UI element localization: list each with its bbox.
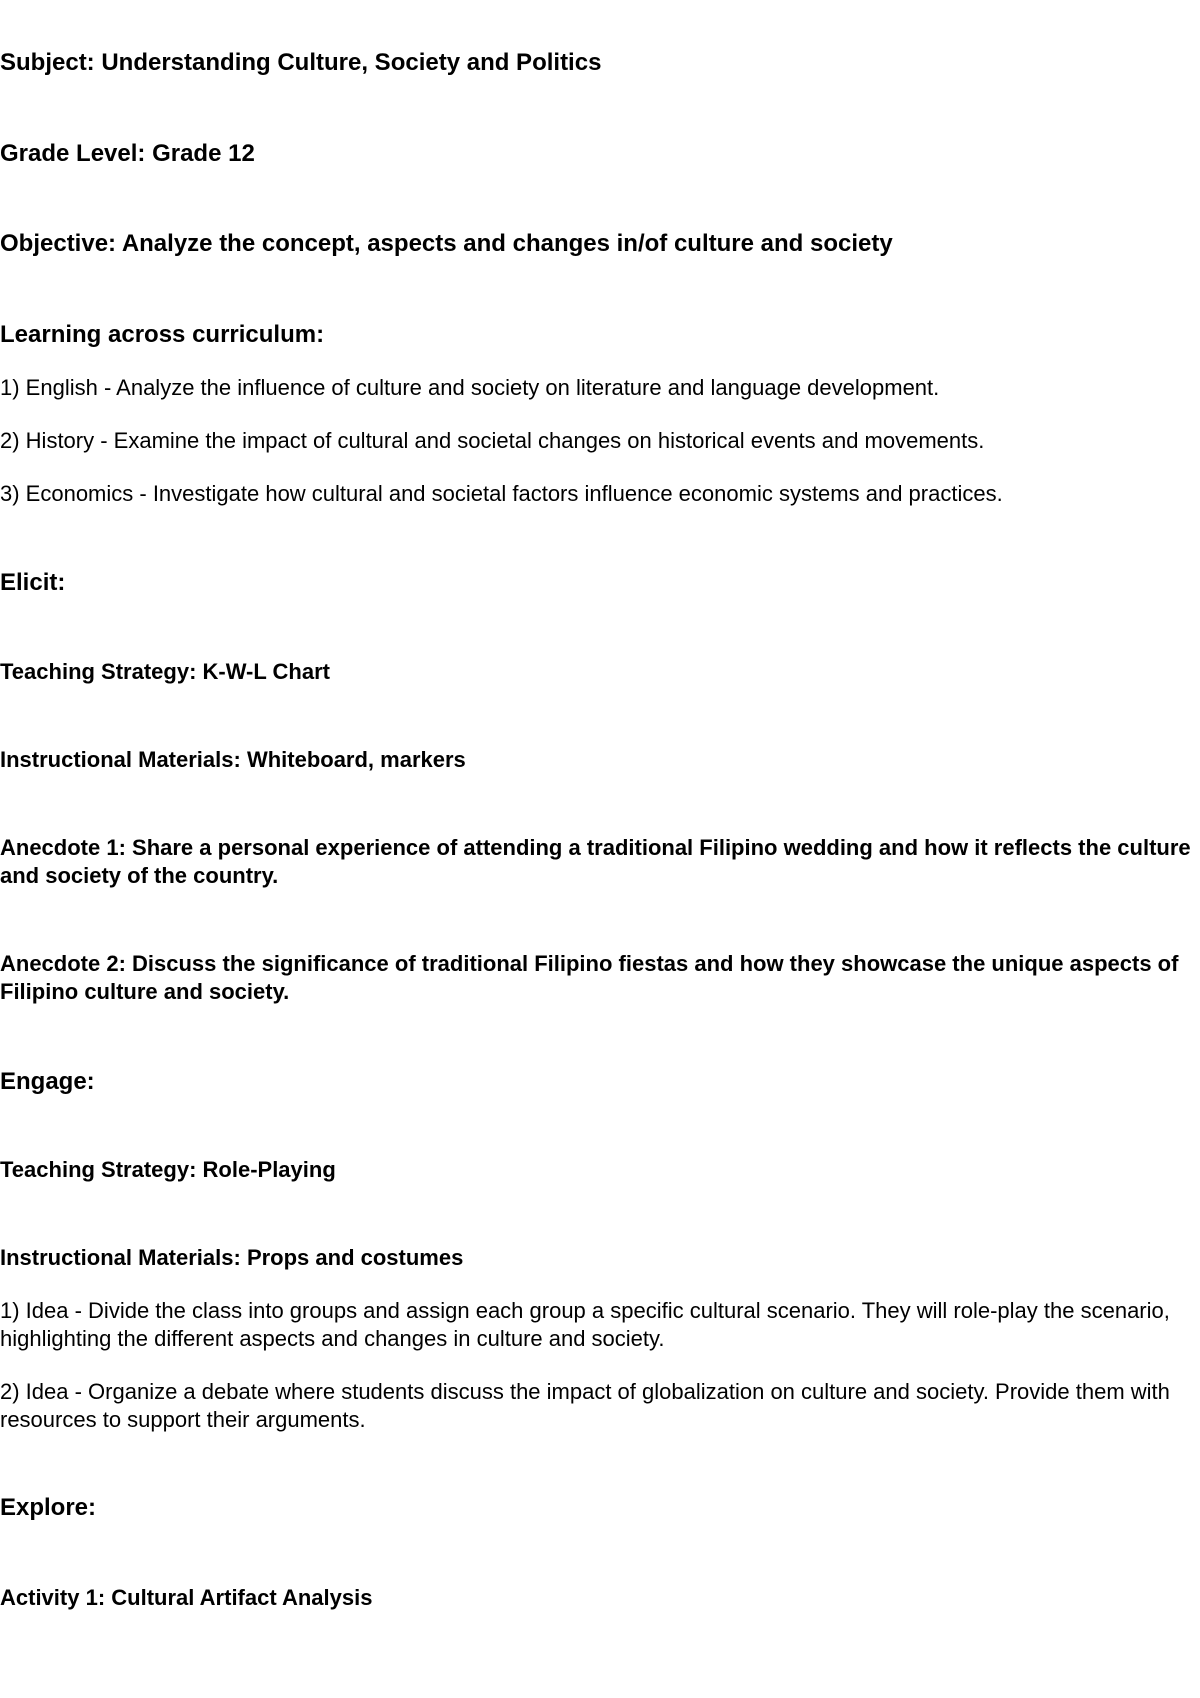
learning-item-history: 2) History - Examine the impact of cultural and societal changes on historical events and movements. <box>0 428 985 453</box>
engage-idea-1: 1) Idea - Divide the class into groups and assign each group a specific cultural scenario. They will role-play the scenario, highlighting the different aspects and changes in culture and society. <box>0 1298 1170 1351</box>
subject-heading: Subject: Understanding Culture, Society and Politics <box>0 49 602 76</box>
elicit-anecdote-1: Anecdote 1: Share a personal experience of attending a traditional Filipino wedding and how it reflects the culture and society of the country. <box>0 835 1191 888</box>
explore-heading: Explore: <box>0 1494 97 1521</box>
learning-item-economics: 3) Economics - Investigate how cultural and societal factors influence economic systems and practices. <box>0 481 1003 506</box>
learning-item-english: 1) English - Analyze the influence of culture and society on literature and language development. <box>0 375 940 400</box>
engage-heading: Engage: <box>0 1068 95 1095</box>
elicit-anecdote-2: Anecdote 2: Discuss the significance of traditional Filipino fiestas and how they showcase the unique aspects of Filipino culture and society. <box>0 951 1179 1004</box>
engage-teaching-strategy: Teaching Strategy: Role-Playing <box>0 1157 336 1182</box>
engage-idea-2: 2) Idea - Organize a debate where students discuss the impact of globalization on culture and society. Provide them with resources to support their arguments. <box>0 1379 1170 1432</box>
engage-instructional-materials: Instructional Materials: Props and costumes <box>0 1245 464 1270</box>
explore-activity-1: Activity 1: Cultural Artifact Analysis <box>0 1585 373 1610</box>
objective-heading: Objective: Analyze the concept, aspects and changes in/of culture and society <box>0 230 893 257</box>
elicit-teaching-strategy: Teaching Strategy: K-W-L Chart <box>0 659 330 684</box>
elicit-instructional-materials: Instructional Materials: Whiteboard, markers <box>0 747 466 772</box>
grade-level-heading: Grade Level: Grade 12 <box>0 140 255 167</box>
learning-across-heading: Learning across curriculum: <box>0 321 325 348</box>
elicit-heading: Elicit: <box>0 569 66 596</box>
